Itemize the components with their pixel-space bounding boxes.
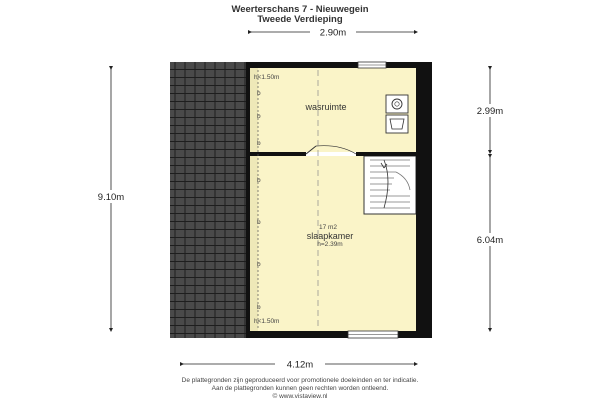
wasruimte-label: wasruimte bbox=[305, 102, 347, 112]
bottom-width-label: 4.12m bbox=[286, 359, 314, 371]
staircase bbox=[364, 156, 416, 214]
dimension-top bbox=[250, 25, 416, 39]
lower-height-label: 6.04m bbox=[476, 235, 504, 246]
slaapkamer-label: slaapkamer bbox=[306, 231, 354, 241]
svg-text:b: b bbox=[257, 113, 261, 120]
plan-title: Weerterschans 7 - Nieuwegein bbox=[231, 4, 369, 15]
svg-text:b: b bbox=[257, 177, 261, 184]
upper-height-label: 2.99m bbox=[476, 106, 504, 117]
dryer-icon bbox=[386, 115, 408, 133]
svg-text:b: b bbox=[257, 304, 261, 311]
washing-machine-icon bbox=[386, 95, 408, 113]
floor-name: Tweede Verdieping bbox=[257, 14, 343, 25]
top-width-label: 2.90m bbox=[319, 27, 347, 39]
svg-text:b: b bbox=[257, 261, 261, 268]
disclaimer-line-2: Aan de plattegronden kunnen geen rechten worden ontleend. bbox=[211, 385, 389, 392]
low-height-label-bottom: h<1.50m bbox=[254, 318, 280, 325]
slaapkamer-height: h=2.39m bbox=[317, 241, 343, 248]
svg-text:b: b bbox=[257, 140, 261, 147]
dimension-bottom bbox=[182, 357, 416, 371]
dimension-right bbox=[470, 68, 510, 330]
low-height-label-top: h<1.50m bbox=[254, 74, 280, 81]
roof-slope bbox=[170, 62, 246, 338]
slaapkamer-area: 17 m2 bbox=[318, 224, 338, 231]
copyright-line: © www.vistaview.nl bbox=[272, 393, 328, 400]
svg-text:b: b bbox=[257, 90, 261, 97]
svg-text:b: b bbox=[257, 219, 261, 226]
total-height-label: 9.10m bbox=[97, 192, 125, 203]
disclaimer-line-1: De plattegronden zijn geproduceerd voor promotionele doeleinden en ter indicatie. bbox=[181, 377, 419, 384]
dimension-left bbox=[92, 68, 132, 330]
